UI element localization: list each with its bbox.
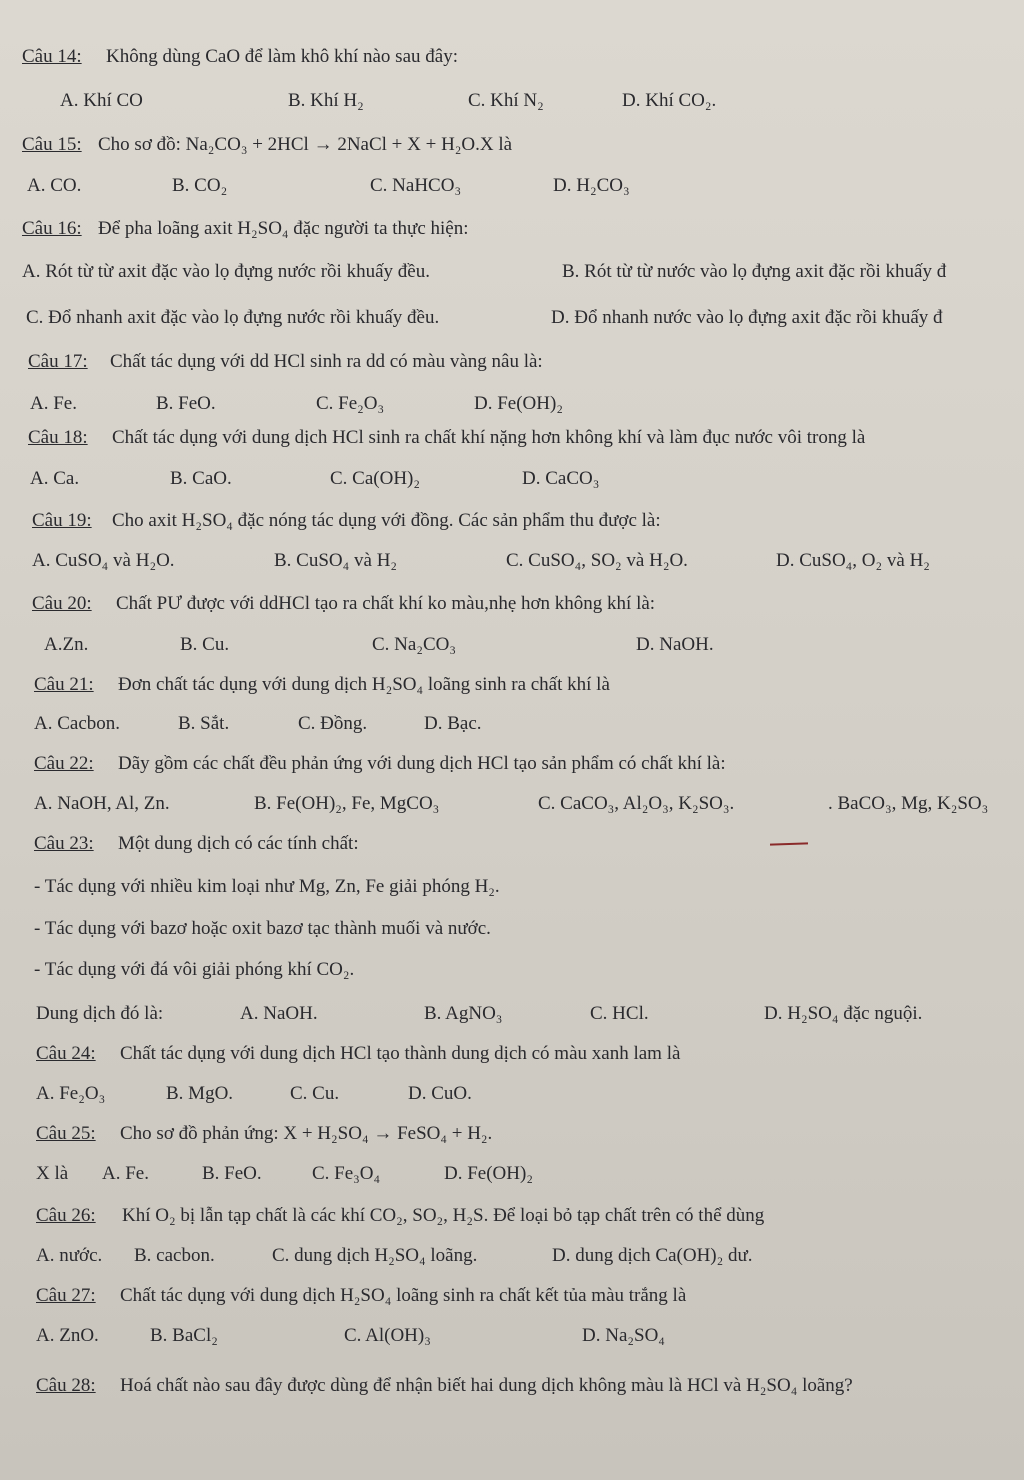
option-d: D. CaCO₃ xyxy=(522,468,600,489)
question-text: Chất tác dụng với dung dịch HCl sinh ra chất khí nặng hơn không khí và làm đục nước vôi trong là xyxy=(112,427,866,448)
option-b: B. Sắt. xyxy=(178,713,230,734)
option-c: C. Fe₂O₃ xyxy=(316,393,385,414)
answer-lead: X là xyxy=(36,1163,69,1184)
option-d: . BaCO₃, Mg, K₂SO₃ xyxy=(828,793,989,814)
option-a: A. Fe. xyxy=(30,393,77,414)
question-label: Câu 16: xyxy=(22,218,82,239)
option-a: A.Zn. xyxy=(44,634,89,655)
option-d: D. Na₂SO₄ xyxy=(582,1325,665,1346)
question-text: Hoá chất nào sau đây được dùng để nhận biết hai dung dịch không màu là HCl và H₂SO₄ loãng? xyxy=(120,1375,853,1396)
option-b: B. Cu. xyxy=(180,634,230,655)
question-label: Câu 15: xyxy=(22,134,82,155)
option-c: C. Khí N₂ xyxy=(468,90,544,111)
option-a: A. Khí CO xyxy=(60,90,143,111)
option-b: B. FeO. xyxy=(202,1163,262,1184)
option-b: B. AgNO₃ xyxy=(424,1003,503,1024)
option-b: B. BaCl₂ xyxy=(150,1325,218,1346)
question-text: Đơn chất tác dụng với dung dịch H₂SO₄ loãng sinh ra chất khí là xyxy=(118,674,610,695)
question-label: Câu 26: xyxy=(36,1205,96,1226)
option-a: A. Fe. xyxy=(102,1163,149,1184)
option-c: C. CaCO₃, Al₂O₃, K₂SO₃. xyxy=(538,793,735,814)
option-b: B. Khí H₂ xyxy=(288,90,364,111)
question-text: Chất tác dụng với dd HCl sinh ra dd có màu vàng nâu là: xyxy=(110,351,543,372)
option-a: A. CuSO₄ và H₂O. xyxy=(32,550,175,571)
option-d: D. Fe(OH)₂ xyxy=(474,393,563,414)
question-text: Cho sơ đồ phản ứng: X + H₂SO₄ → FeSO₄ + H₂. xyxy=(120,1123,493,1144)
option-d: D. CuSO₄, O₂ và H₂ xyxy=(776,550,930,571)
question-label: Câu 20: xyxy=(32,593,92,614)
option-c: C. Ca(OH)₂ xyxy=(330,468,420,489)
question-text: Chất tác dụng với dung dịch H₂SO₄ loãng sinh ra chất kết tủa màu trắng là xyxy=(120,1285,687,1306)
option-d: D. dung dịch Ca(OH)₂ dư. xyxy=(552,1245,753,1266)
option-a: A. CO. xyxy=(27,175,82,196)
question-text: Để pha loãng axit H₂SO₄ đặc người ta thực hiện: xyxy=(98,218,469,239)
option-d: D. Bạc. xyxy=(424,713,482,734)
question-label: Câu 23: xyxy=(34,833,94,854)
option-d: D. Fe(OH)₂ xyxy=(444,1163,533,1184)
option-a: A. NaOH. xyxy=(240,1003,318,1024)
question-label: Câu 18: xyxy=(28,427,88,448)
question-label: Câu 22: xyxy=(34,753,94,774)
option-c: C. Al(OH)₃ xyxy=(344,1325,431,1346)
option-c: C. Fe₃O₄ xyxy=(312,1163,381,1184)
question-text: Cho sơ đồ: Na₂CO₃ + 2HCl → 2NaCl + X + H₂O.X là xyxy=(98,134,513,155)
question-text: Khí O₂ bị lẫn tạp chất là các khí CO₂, SO₂, H₂S. Để loại bỏ tạp chất trên có thể dùng xyxy=(122,1205,765,1226)
question-label: Câu 27: xyxy=(36,1285,96,1306)
option-b: B. FeO. xyxy=(156,393,216,414)
pen-mark xyxy=(770,842,808,845)
option-a: A. Cacbon. xyxy=(34,713,121,734)
bullet-text: - Tác dụng với bazơ hoặc oxit bazơ tạc thành muối và nước. xyxy=(34,918,491,939)
question-label: Câu 25: xyxy=(36,1123,96,1144)
option-c: C. CuSO₄, SO₂ và H₂O. xyxy=(506,550,688,571)
option-d: D. Khí CO₂. xyxy=(622,90,717,111)
option-a: A. Ca. xyxy=(30,468,80,489)
option-c: C. dung dịch H₂SO₄ loãng. xyxy=(272,1245,478,1266)
option-b: B. CaO. xyxy=(170,468,232,489)
option-c: C. Đồng. xyxy=(298,713,368,734)
option-d: D. CuO. xyxy=(408,1083,472,1104)
option-d: D. NaOH. xyxy=(636,634,714,655)
option-d: D. Đổ nhanh nước vào lọ đựng axit đặc rồi khuấy đ xyxy=(551,307,943,328)
option-c: C. Na₂CO₃ xyxy=(372,634,456,655)
option-c: C. Đổ nhanh axit đặc vào lọ đựng nước rồi khuấy đều. xyxy=(26,307,440,328)
option-a: A. NaOH, Al, Zn. xyxy=(34,793,170,814)
option-a: A. nước. xyxy=(36,1245,103,1266)
question-text: Dãy gồm các chất đều phản ứng với dung dịch HCl tạo sản phẩm có chất khí là: xyxy=(118,753,726,774)
question-label: Câu 21: xyxy=(34,674,94,695)
option-d: D. H₂SO₄ đặc nguội. xyxy=(764,1003,923,1024)
question-text: Một dung dịch có các tính chất: xyxy=(118,833,359,854)
option-b: B. CuSO₄ và H₂ xyxy=(274,550,398,571)
question-text: Không dùng CaO để làm khô khí nào sau đây: xyxy=(106,46,458,67)
option-a: A. ZnO. xyxy=(36,1325,99,1346)
option-b: B. MgO. xyxy=(166,1083,234,1104)
question-text: Chất tác dụng với dung dịch HCl tạo thành dung dịch có màu xanh lam là xyxy=(120,1043,681,1064)
option-a: A. Fe₂O₃ xyxy=(36,1083,106,1104)
question-label: Câu 19: xyxy=(32,510,92,531)
question-label: Câu 24: xyxy=(36,1043,96,1064)
option-d: D. H₂CO₃ xyxy=(553,175,630,196)
option-b: B. CO₂ xyxy=(172,175,228,196)
option-b: B. Fe(OH)₂, Fe, MgCO₃ xyxy=(254,793,440,814)
question-text: Cho axit H₂SO₄ đặc nóng tác dụng với đồng. Các sản phẩm thu được là: xyxy=(112,510,661,531)
bullet-text: - Tác dụng với đá vôi giải phóng khí CO₂. xyxy=(34,959,355,980)
answer-lead: Dung dịch đó là: xyxy=(36,1003,164,1024)
question-text: Chất PƯ được với ddHCl tạo ra chất khí ko màu,nhẹ hơn không khí là: xyxy=(116,593,656,614)
option-b: B. cacbon. xyxy=(134,1245,215,1266)
question-label: Câu 14: xyxy=(22,46,82,67)
question-label: Câu 17: xyxy=(28,351,88,372)
option-c: C. Cu. xyxy=(290,1083,340,1104)
option-a: A. Rót từ từ axit đặc vào lọ đựng nước rồi khuấy đều. xyxy=(22,261,430,282)
option-c: C. NaHCO₃ xyxy=(370,175,462,196)
option-b: B. Rót từ từ nước vào lọ đựng axit đặc rồi khuấy đ xyxy=(562,261,947,282)
bullet-text: - Tác dụng với nhiều kim loại như Mg, Zn, Fe giải phóng H₂. xyxy=(34,876,500,897)
question-label: Câu 28: xyxy=(36,1375,96,1396)
option-c: C. HCl. xyxy=(590,1003,649,1024)
